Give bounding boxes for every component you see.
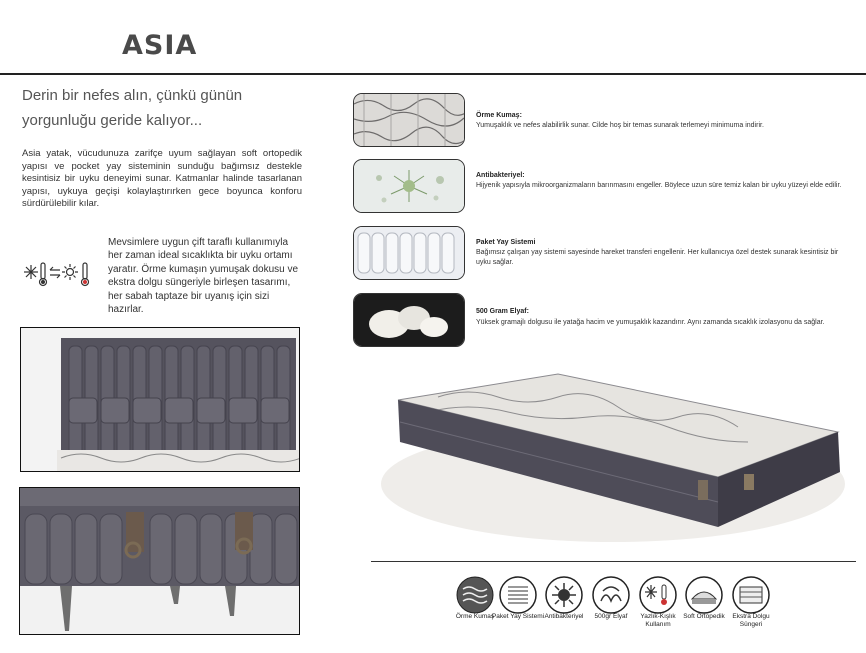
label-extra-foam: Ekstra Dolgu Süngeri [732,613,770,628]
headboard-photo [20,327,300,472]
feature-desc-fiber: Yüksek gramajlı dolgusu ile yatağa hacim ve yumuşaklık kazandırır. Aynı zamanda sıcaklık izolasyonu da sağlar. [476,319,825,326]
feature-desc-knit: Yumuşaklık ve nefes alabilirlik sunar. Cilde hoş bir temas sunarak terlemeyi minimuma indirir. [476,122,764,129]
feature-title-spring: Paket Yay Sistemi [476,239,536,246]
antibacterial-icon [544,575,584,615]
pocket-spring-image [353,226,465,280]
extra-foam-icon [731,575,771,615]
label-spring: Paket Yay Sistemi [491,613,545,620]
fiber-icon [591,575,631,615]
soft-orthopedic-icon [684,575,724,615]
headline: Derin bir nefes alın, çünkü günün yorgunluğu geride kalıyor... [22,87,243,129]
antibacterial-image [353,159,465,213]
fiber-image [353,293,465,347]
summer-winter-icon [22,256,94,292]
brand-title: ASIA [122,30,198,61]
intro-paragraph: Asia yatak, vücudunuza zarifçe uyum sağlayan soft ortopedik yapısı ve pocket yay sisteminin sunduğu bağımsız destekle kesintisiz bir uyku deneyimi sunar. Katmanlar halinde tasarlanan yapısı, uykuya geçişi kolaylaştırırken gece boyunca konforu sürdürülebilir kılar. [22,148,302,209]
bed-base-photo [19,487,300,635]
feature-title-knit: Örme Kumaş: [476,112,522,119]
label-antibacterial: Antibakteriyel [544,613,584,620]
feature-desc-antibacterial: Hijyenik yapısıyla mikroorganizmaların barınmasını engeller. Böylece uzun süre temiz kalan bir uyku yüzeyi elde edilir. [476,182,842,189]
pocket-spring-icon [498,575,538,615]
mattress-image [378,372,848,542]
bottom-divider [371,561,856,562]
label-fiber: 500gr Elyaf [594,613,628,620]
knit-fabric-icon [455,575,495,615]
feature-desc-spring: Bağımsız çalışan yay sistemi sayesinde hareket transferi engellenir. Her kullanıcıya özel destek sunarak kesintisiz bir uyku sağlar. [476,249,839,266]
feature-title-fiber: 500 Gram Elyaf: [476,308,529,315]
feature-title-antibacterial: Antibakteriyel: [476,172,525,179]
knit-fabric-image [353,93,465,147]
label-summer-winter: Yazlık-Kışlık Kullanım [640,613,676,628]
label-soft-orthopedic: Soft Ortopedik [683,613,725,620]
label-knit: Örme Kumaş [455,613,495,620]
top-divider [0,73,866,75]
season-paragraph: Mevsimlere uygun çift taraflı kullanımıyla her zaman ideal sıcaklıkta bir uyku ortamı yaratır. Örme kumaşın yumuşak dokusu ve ekstra dolgu süngeriyle birleşen tasarımı, her sabah taptaze bir uyanış için sizi hazırlar. [108,237,299,316]
summer-winter-icon [638,575,678,615]
